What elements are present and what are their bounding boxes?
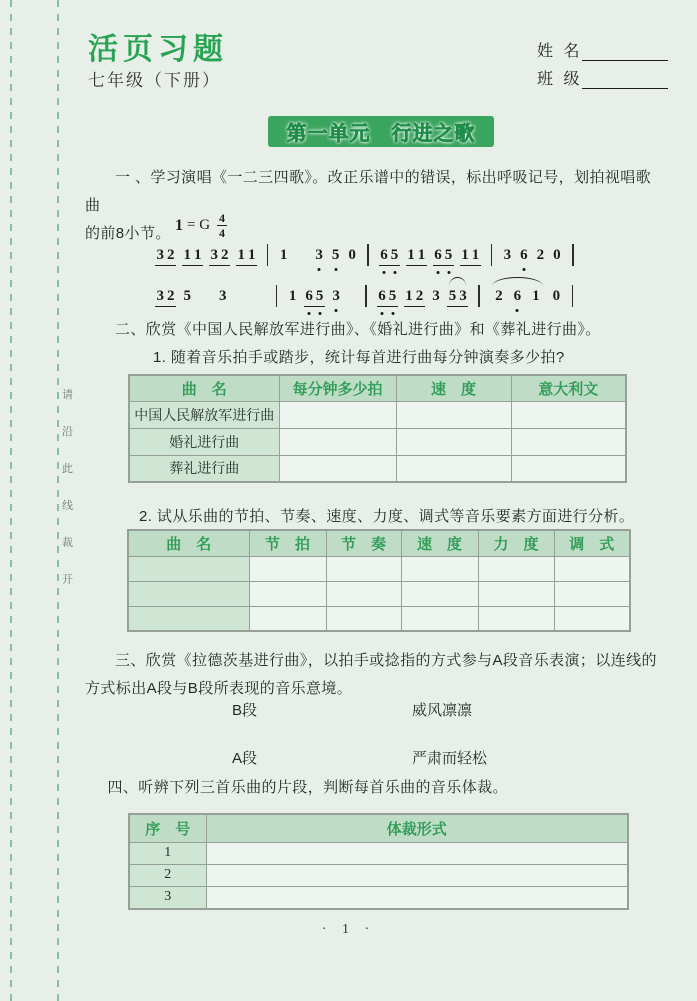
answer-cell <box>249 556 326 581</box>
answer-cell <box>249 606 326 631</box>
note-group <box>209 245 230 266</box>
note-group <box>551 286 562 306</box>
low-octave-dot <box>391 312 394 315</box>
answer-cell <box>206 842 628 864</box>
note-group <box>519 245 530 265</box>
question-2-2: 2. 试从乐曲的节拍、节奏、速度、力度、调式等音乐要素方面进行分析。 <box>139 508 635 525</box>
answer-cell <box>249 581 326 606</box>
note: 1 <box>279 247 288 263</box>
tempo-table-header-row <box>129 375 626 401</box>
genre-col-form: 体裁形式 <box>206 814 628 842</box>
notation-measure <box>374 286 472 307</box>
note-group <box>314 245 325 265</box>
elements-col-rhythm: 节 奏 <box>326 530 401 556</box>
answer-cell <box>279 428 396 455</box>
exercise-3-line-2: 方式标出A段与B段所表现的音乐意境。 <box>85 680 353 697</box>
exercise-1-line-1: 一 、学习演唱《一二三四歌》。改正乐谱中的错误，标出呼吸记号，划拍视唱歌曲 <box>85 169 652 214</box>
note: 1 <box>237 246 245 263</box>
elements-table <box>127 529 631 632</box>
note: 2 <box>167 246 175 263</box>
row-number: 2 <box>129 864 206 886</box>
class-field <box>537 66 668 89</box>
note: 1 <box>183 246 191 263</box>
name-field <box>537 38 668 61</box>
table-row <box>129 401 626 428</box>
low-octave-dot <box>383 271 386 274</box>
note: 6 <box>304 286 315 306</box>
elements-col-dynamics: 力 度 <box>478 530 554 556</box>
note-group <box>218 286 229 306</box>
note: 3 <box>210 246 218 263</box>
note: 3 <box>156 287 164 304</box>
answer-cell <box>396 428 511 455</box>
note-group <box>278 245 289 265</box>
tempo-table <box>128 374 627 483</box>
note-group <box>379 245 400 266</box>
note-group <box>182 245 203 266</box>
note: 3 <box>503 247 512 263</box>
tie-arc <box>492 277 544 286</box>
time-beats: 4 <box>219 211 226 225</box>
table-row <box>128 606 630 631</box>
exercise-2-text: 二、欣赏《中国人民解放军进行曲》、《婚礼进行曲》和《葬礼进行曲》。 <box>115 321 601 338</box>
answer-cell <box>206 864 628 886</box>
note: 3 <box>432 288 440 304</box>
note-group <box>155 245 176 266</box>
barline <box>478 285 479 307</box>
note: 6 <box>377 286 388 306</box>
note: 6 <box>519 245 530 265</box>
key-tonic: 1 <box>175 216 183 234</box>
note-group <box>377 286 398 307</box>
name-blank-line <box>582 43 668 61</box>
answer-cell <box>554 556 630 581</box>
low-octave-dot <box>447 271 450 274</box>
note: 2 <box>495 288 503 304</box>
song-name: 婚礼进行曲 <box>129 428 279 455</box>
table-row <box>128 581 630 606</box>
barline <box>491 244 492 266</box>
answer-cell <box>554 606 630 631</box>
elements-col-mode: 调 式 <box>554 530 630 556</box>
low-octave-dot <box>318 268 321 271</box>
note: 5 <box>330 245 341 265</box>
note: 0 <box>552 288 561 304</box>
exercise-3-line-1: 三、欣赏《拉德茨基进行曲》，以拍手或捻指的方式参与A段音乐表演；以连线的 <box>115 652 657 669</box>
page-number: · 1 · <box>321 922 376 937</box>
note: 1 <box>407 246 415 263</box>
cut-line-text <box>62 386 73 587</box>
note: 3 <box>331 286 342 306</box>
tempo-col-italian: 意大利文 <box>511 375 626 401</box>
low-octave-dot <box>516 309 519 312</box>
table-row <box>129 886 628 909</box>
answer-cell <box>401 581 478 606</box>
exercise-1-line-2: 的前8小节。 <box>85 225 171 242</box>
song-name-blank <box>128 581 249 606</box>
low-octave-dot <box>381 312 384 315</box>
answer-cell <box>279 401 396 428</box>
answer-cell <box>326 556 401 581</box>
barline <box>367 244 368 266</box>
note: 5 <box>443 245 454 265</box>
note: 6 <box>512 286 523 306</box>
note: 1 <box>194 246 202 263</box>
barline <box>572 244 573 266</box>
row-number: 1 <box>129 842 206 864</box>
tie-arc <box>449 277 466 286</box>
elements-col-speed: 速 度 <box>401 530 478 556</box>
note: 0 <box>553 247 561 263</box>
note: 1 <box>471 246 480 263</box>
match-b-value: 威风凛凛 <box>412 702 473 719</box>
note-group <box>347 245 358 265</box>
notation-measure <box>152 286 269 307</box>
note-group <box>330 245 341 265</box>
time-signature <box>217 212 227 239</box>
unit-title-banner: 第一单元 行进之歌 <box>268 116 494 147</box>
note-group <box>552 245 563 265</box>
barline <box>276 285 277 307</box>
tempo-col-speed: 速 度 <box>396 375 511 401</box>
question-2-1: 1. 随着音乐拍手或踏步，统计每首进行曲每分钟演奏多少拍? <box>153 349 565 366</box>
note-group <box>447 286 468 307</box>
answer-cell <box>401 606 478 631</box>
answer-cell <box>478 556 554 581</box>
answer-cell <box>279 455 396 482</box>
note: 5 <box>183 288 191 304</box>
cut-dashed-line <box>57 0 59 1001</box>
notation-measure <box>152 245 260 266</box>
note: 3 <box>156 246 164 263</box>
class-label: 班 级 <box>537 71 583 88</box>
note-group <box>460 245 481 266</box>
note-group <box>236 245 257 266</box>
note: 1 <box>248 246 256 263</box>
cut-char: 开 <box>62 574 73 586</box>
workbook-title: 活页习题 <box>88 33 228 66</box>
match-a-value: 严肃而轻松 <box>412 750 488 767</box>
left-edge-dashed-line <box>10 0 12 1001</box>
low-octave-dot <box>522 268 525 271</box>
note: 3 <box>459 287 467 304</box>
answer-cell <box>554 581 630 606</box>
genre-table-header-row <box>129 814 628 842</box>
low-octave-dot <box>437 271 440 274</box>
notation-measure <box>376 245 484 266</box>
note: 2 <box>536 247 545 263</box>
row-number: 3 <box>129 886 206 909</box>
match-a-label: A段 <box>232 750 258 767</box>
cut-char: 沿 <box>62 426 73 438</box>
note-group <box>535 245 546 265</box>
barline <box>267 244 268 266</box>
table-row <box>128 556 630 581</box>
note: 5 <box>448 287 457 304</box>
note: 5 <box>387 286 398 306</box>
note: 5 <box>314 286 325 306</box>
grade-subtitle: 七年级（下册） <box>88 71 221 90</box>
low-octave-dot <box>308 312 311 315</box>
time-unit: 4 <box>219 226 226 240</box>
answer-cell <box>326 606 401 631</box>
note-group <box>502 245 513 265</box>
note: 2 <box>167 287 175 304</box>
note: 1 <box>532 288 540 304</box>
elements-col-title: 曲 名 <box>128 530 249 556</box>
note-group <box>331 286 342 306</box>
elements-col-meter: 节 拍 <box>249 530 326 556</box>
note: 0 <box>348 247 356 263</box>
note-group <box>431 286 442 306</box>
cut-char: 此 <box>62 463 73 475</box>
exercise-3-text <box>85 647 667 703</box>
cut-char: 请 <box>62 389 73 401</box>
tempo-col-title: 曲 名 <box>129 375 279 401</box>
answer-cell <box>396 455 511 482</box>
name-label: 姓 名 <box>537 43 583 60</box>
song-name-blank <box>128 556 249 581</box>
song-name-blank <box>128 606 249 631</box>
table-row <box>129 864 628 886</box>
key-signature <box>175 212 227 239</box>
note: 6 <box>379 245 390 265</box>
exercise-1-text <box>85 164 665 248</box>
note: 3 <box>219 288 227 304</box>
low-octave-dot <box>393 271 396 274</box>
note-group <box>406 245 427 266</box>
note: 1 <box>417 246 426 263</box>
table-row <box>129 428 626 455</box>
note: 6 <box>433 245 444 265</box>
note-group <box>304 286 325 307</box>
note: 2 <box>221 246 229 263</box>
song-name: 葬礼进行曲 <box>129 455 279 482</box>
answer-cell <box>206 886 628 909</box>
match-b-label: B段 <box>232 702 258 719</box>
genre-col-number: 序 号 <box>129 814 206 842</box>
answer-cell <box>511 428 626 455</box>
notation-measure <box>499 245 565 265</box>
song-name: 中国人民解放军进行曲 <box>129 401 279 428</box>
barline <box>365 285 366 307</box>
exercise-4-text: 四、听辨下列三首乐曲的片段，判断每首乐曲的音乐体裁。 <box>107 779 508 796</box>
notation-measure <box>284 286 358 307</box>
low-octave-dot <box>335 309 338 312</box>
genre-table <box>128 813 629 910</box>
note: 5 <box>389 245 400 265</box>
answer-cell <box>401 556 478 581</box>
cut-char: 线 <box>62 500 73 512</box>
answer-cell <box>396 401 511 428</box>
note: 1 <box>461 246 469 263</box>
barline <box>572 285 573 307</box>
notation-measure <box>487 286 565 306</box>
note: 1 <box>405 287 413 304</box>
key-letter: = G <box>187 217 211 233</box>
answer-cell <box>511 401 626 428</box>
music-notation <box>152 238 581 320</box>
note-group <box>433 245 454 266</box>
note: 3 <box>314 245 325 265</box>
low-octave-dot <box>334 268 337 271</box>
elements-table-header-row <box>128 530 630 556</box>
answer-cell <box>478 606 554 631</box>
note-group <box>404 286 425 307</box>
table-row <box>129 842 628 864</box>
tempo-col-bpm: 每分钟多少拍 <box>279 375 396 401</box>
answer-cell <box>326 581 401 606</box>
class-blank-line <box>582 71 668 89</box>
notation-measure <box>275 245 360 265</box>
low-octave-dot <box>318 312 321 315</box>
note-group <box>155 286 176 307</box>
answer-cell <box>478 581 554 606</box>
note: 2 <box>415 287 424 304</box>
answer-cell <box>511 455 626 482</box>
cut-char: 裁 <box>62 537 73 549</box>
table-row <box>129 455 626 482</box>
note-group <box>490 286 546 306</box>
note-group <box>182 286 193 306</box>
note-group <box>287 286 298 306</box>
note: 1 <box>288 288 297 304</box>
